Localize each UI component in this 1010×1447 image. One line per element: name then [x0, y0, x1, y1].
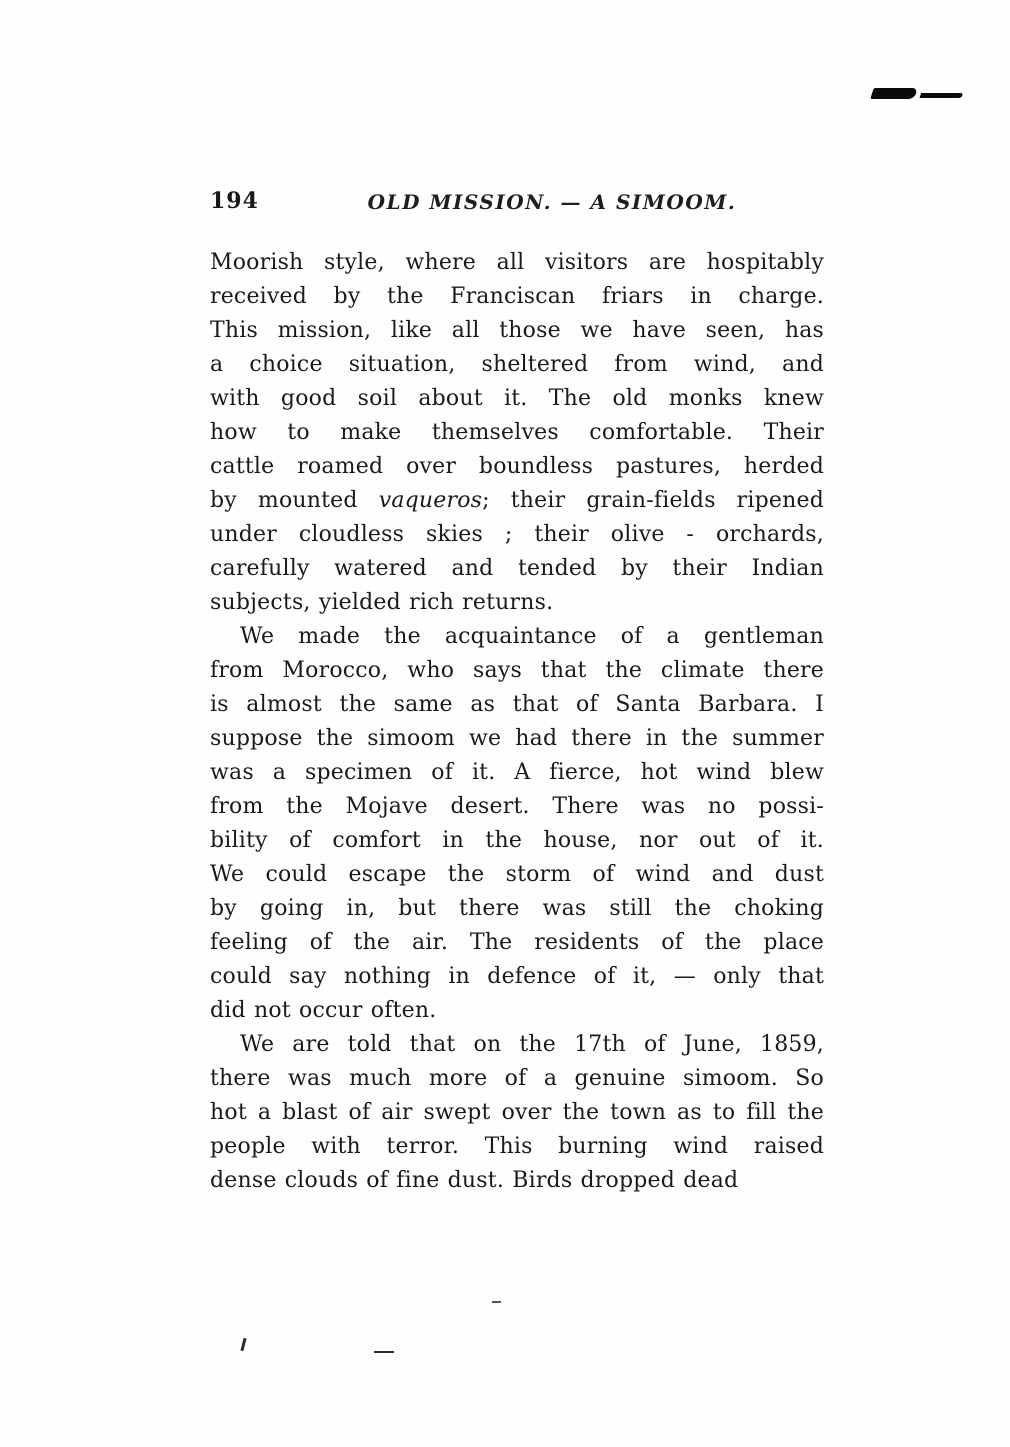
- text-segment: is almost the same as that of Santa Barbara. I: [210, 692, 824, 717]
- scan-artifact-center-dash: [492, 1301, 501, 1303]
- text-line: [210, 654, 824, 688]
- text-line: [210, 756, 824, 790]
- text-segment: did not occur often.: [210, 998, 437, 1023]
- text-segment: suppose the simoom we had there in the summer: [210, 726, 824, 751]
- scan-artifact-bottom-left: [240, 1338, 246, 1351]
- text-line: [210, 858, 824, 892]
- text-segment: bility of comfort in the house, nor out of it.: [210, 828, 824, 853]
- text-segment: This mission, like all those we have seen, has: [210, 318, 824, 343]
- text-line: [210, 314, 824, 348]
- text-segment: We made the acquaintance of a gentleman: [240, 624, 824, 649]
- text-line: [210, 552, 824, 586]
- text-line: [210, 246, 824, 280]
- text-segment: from Morocco, who says that the climate there: [210, 658, 824, 683]
- text-line: [210, 790, 824, 824]
- text-line: [210, 416, 824, 450]
- text-line: [210, 1096, 824, 1130]
- text-segment: there was much more of a genuine simoom. So: [210, 1066, 824, 1091]
- page-body: [210, 246, 824, 1198]
- text-segment: received by the Franciscan friars in charge.: [210, 284, 824, 309]
- scan-artifact-top-right: [870, 88, 918, 99]
- text-line: [210, 450, 824, 484]
- running-title: OLD MISSION. — A SIMOOM.: [367, 190, 737, 214]
- text-line: [210, 620, 824, 654]
- text-line: [210, 348, 824, 382]
- text-segment: dense clouds of fine dust. Birds dropped dead: [210, 1168, 739, 1193]
- text-segment: by mounted: [210, 488, 379, 513]
- scan-artifact-bottom-underscore: [374, 1351, 394, 1353]
- text-segment: a choice situation, sheltered from wind, and: [210, 352, 824, 377]
- text-line: [210, 280, 824, 314]
- text-segment: hot a blast of air swept over the town as to fill the: [210, 1100, 824, 1125]
- text-segment: subjects, yielded rich returns.: [210, 590, 554, 615]
- page-number: 194: [210, 188, 259, 214]
- text-segment: from the Mojave desert. There was no possi-: [210, 794, 824, 819]
- text-line: [210, 1062, 824, 1096]
- text-segment: with good soil about it. The old monks knew: [210, 386, 824, 411]
- text-segment: how to make themselves comfortable. Their: [210, 420, 824, 445]
- page-header: [210, 188, 824, 218]
- text-line: [210, 722, 824, 756]
- text-line: [210, 960, 824, 994]
- text-segment: ; their grain-fields ripened: [482, 488, 824, 513]
- text-segment: was a specimen of it. A fierce, hot wind blew: [210, 760, 824, 785]
- text-segment: Moorish style, where all visitors are hospitably: [210, 250, 824, 275]
- text-segment: under cloudless skies ; their olive - orchards,: [210, 522, 824, 547]
- text-line: [210, 1130, 824, 1164]
- text-segment: could say nothing in defence of it, — only that: [210, 964, 824, 989]
- text-line: [210, 518, 824, 552]
- text-segment: feeling of the air. The residents of the place: [210, 930, 824, 955]
- text-segment: by going in, but there was still the choking: [210, 896, 824, 921]
- text-line: [210, 1028, 824, 1062]
- text-line: [210, 892, 824, 926]
- text-line: [210, 484, 824, 518]
- text-line: [210, 688, 824, 722]
- italic-text-segment: vaqueros: [378, 488, 483, 513]
- text-segment: carefully watered and tended by their Indian: [210, 556, 824, 581]
- text-segment: people with terror. This burning wind raised: [210, 1134, 824, 1159]
- text-segment: We could escape the storm of wind and dust: [210, 862, 824, 887]
- text-line: [210, 382, 824, 416]
- text-line: [210, 586, 824, 620]
- text-line: [210, 994, 824, 1028]
- text-line: [210, 926, 824, 960]
- text-line: [210, 1164, 824, 1198]
- text-line: [210, 824, 824, 858]
- text-segment: cattle roamed over boundless pastures, herded: [210, 454, 824, 479]
- text-segment: We are told that on the 17th of June, 1859,: [240, 1032, 824, 1057]
